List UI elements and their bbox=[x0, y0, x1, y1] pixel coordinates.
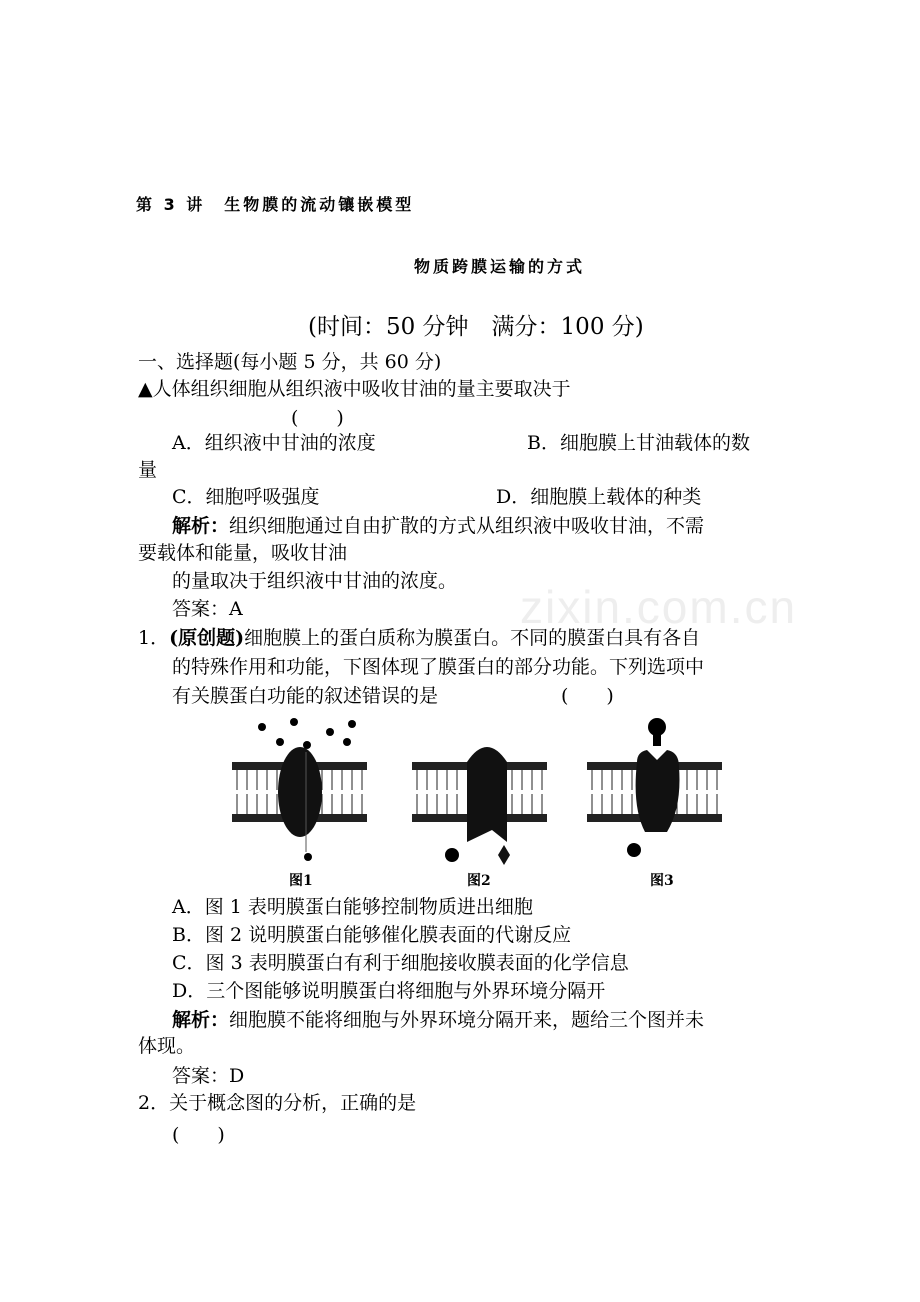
q1-tag: (原创题) bbox=[169, 627, 245, 649]
q0-analysis: 组织细胞通过自由扩散的方式从组织液中吸收甘油，不需 bbox=[229, 515, 705, 537]
section-heading: 一、选择题(每小题 5 分，共 60 分) bbox=[138, 351, 442, 373]
lesson-subtitle: 物质跨膜运输的方式 bbox=[414, 257, 586, 276]
watermark: zixin.com.cn bbox=[520, 581, 798, 633]
q1-option-b: B．图 2 说明膜蛋白能够催化膜表面的代谢反应 bbox=[172, 924, 572, 946]
figure-3-caption: 图3 bbox=[650, 873, 674, 889]
figure-2-caption: 图2 bbox=[467, 873, 491, 889]
q0-option-a: A．组织液中甘油的浓度 bbox=[172, 432, 376, 454]
q0-analysis-2: 要载体和能量，吸收甘油 bbox=[138, 542, 348, 564]
q0-option-b-cont: 量 bbox=[138, 459, 158, 481]
q1-answer: 答案：D bbox=[172, 1065, 245, 1087]
q2-stem: 关于概念图的分析，正确的是 bbox=[169, 1092, 417, 1114]
q0-option-c: C．细胞呼吸强度 bbox=[172, 486, 320, 508]
figure-1-caption: 图1 bbox=[289, 873, 313, 889]
q1-option-a: A．图 1 表明膜蛋白能够控制物质进出细胞 bbox=[172, 896, 533, 918]
figure-3-receptor bbox=[587, 718, 722, 857]
q0-analysis-label: 解析： bbox=[172, 515, 230, 537]
q0-option-d: D．细胞膜上载体的种类 bbox=[496, 486, 702, 508]
figure-2-enzyme bbox=[412, 747, 547, 865]
q1-line2: 的特殊作用和功能，下图体现了膜蛋白的部分功能。下列选项中 bbox=[172, 656, 705, 678]
figure-1-channel bbox=[232, 718, 367, 861]
membrane-protein-figure bbox=[232, 712, 722, 892]
q1-analysis-label: 解析： bbox=[172, 1009, 230, 1031]
q2-number: 2． bbox=[138, 1092, 170, 1114]
time-info: (时间：50 分钟 满分：100 分) bbox=[308, 314, 644, 340]
q1-number: 1． bbox=[138, 627, 170, 649]
q1-blank: ( ) bbox=[561, 685, 614, 707]
q1-option-c: C．图 3 表明膜蛋白有利于细胞接收膜表面的化学信息 bbox=[172, 952, 629, 974]
q1-line3: 有关膜蛋白功能的叙述错误的是 bbox=[172, 685, 439, 707]
q1-analysis: 细胞膜不能将细胞与外界环境分隔开来，题给三个图并未 bbox=[229, 1009, 705, 1031]
q0-analysis-3: 的量取决于组织液中甘油的浓度。 bbox=[172, 570, 458, 592]
q2-blank: ( ) bbox=[172, 1124, 225, 1146]
q0-stem: ▲人体组织细胞从组织液中吸收甘油的量主要取决于 bbox=[138, 378, 571, 400]
q1-analysis-2: 体现。 bbox=[138, 1035, 196, 1057]
q0-option-b: B．细胞膜上甘油载体的数 bbox=[527, 432, 750, 454]
q0-blank: ( ) bbox=[291, 407, 344, 429]
q1-line1: 细胞膜上的蛋白质称为膜蛋白。不同的膜蛋白具有各自 bbox=[244, 627, 701, 649]
lesson-title: 第 3 讲 生物膜的流动镶嵌模型 bbox=[136, 195, 415, 214]
q0-answer: 答案：A bbox=[172, 598, 243, 620]
q1-option-d: D．三个图能够说明膜蛋白将细胞与外界环境分隔开 bbox=[172, 980, 606, 1002]
